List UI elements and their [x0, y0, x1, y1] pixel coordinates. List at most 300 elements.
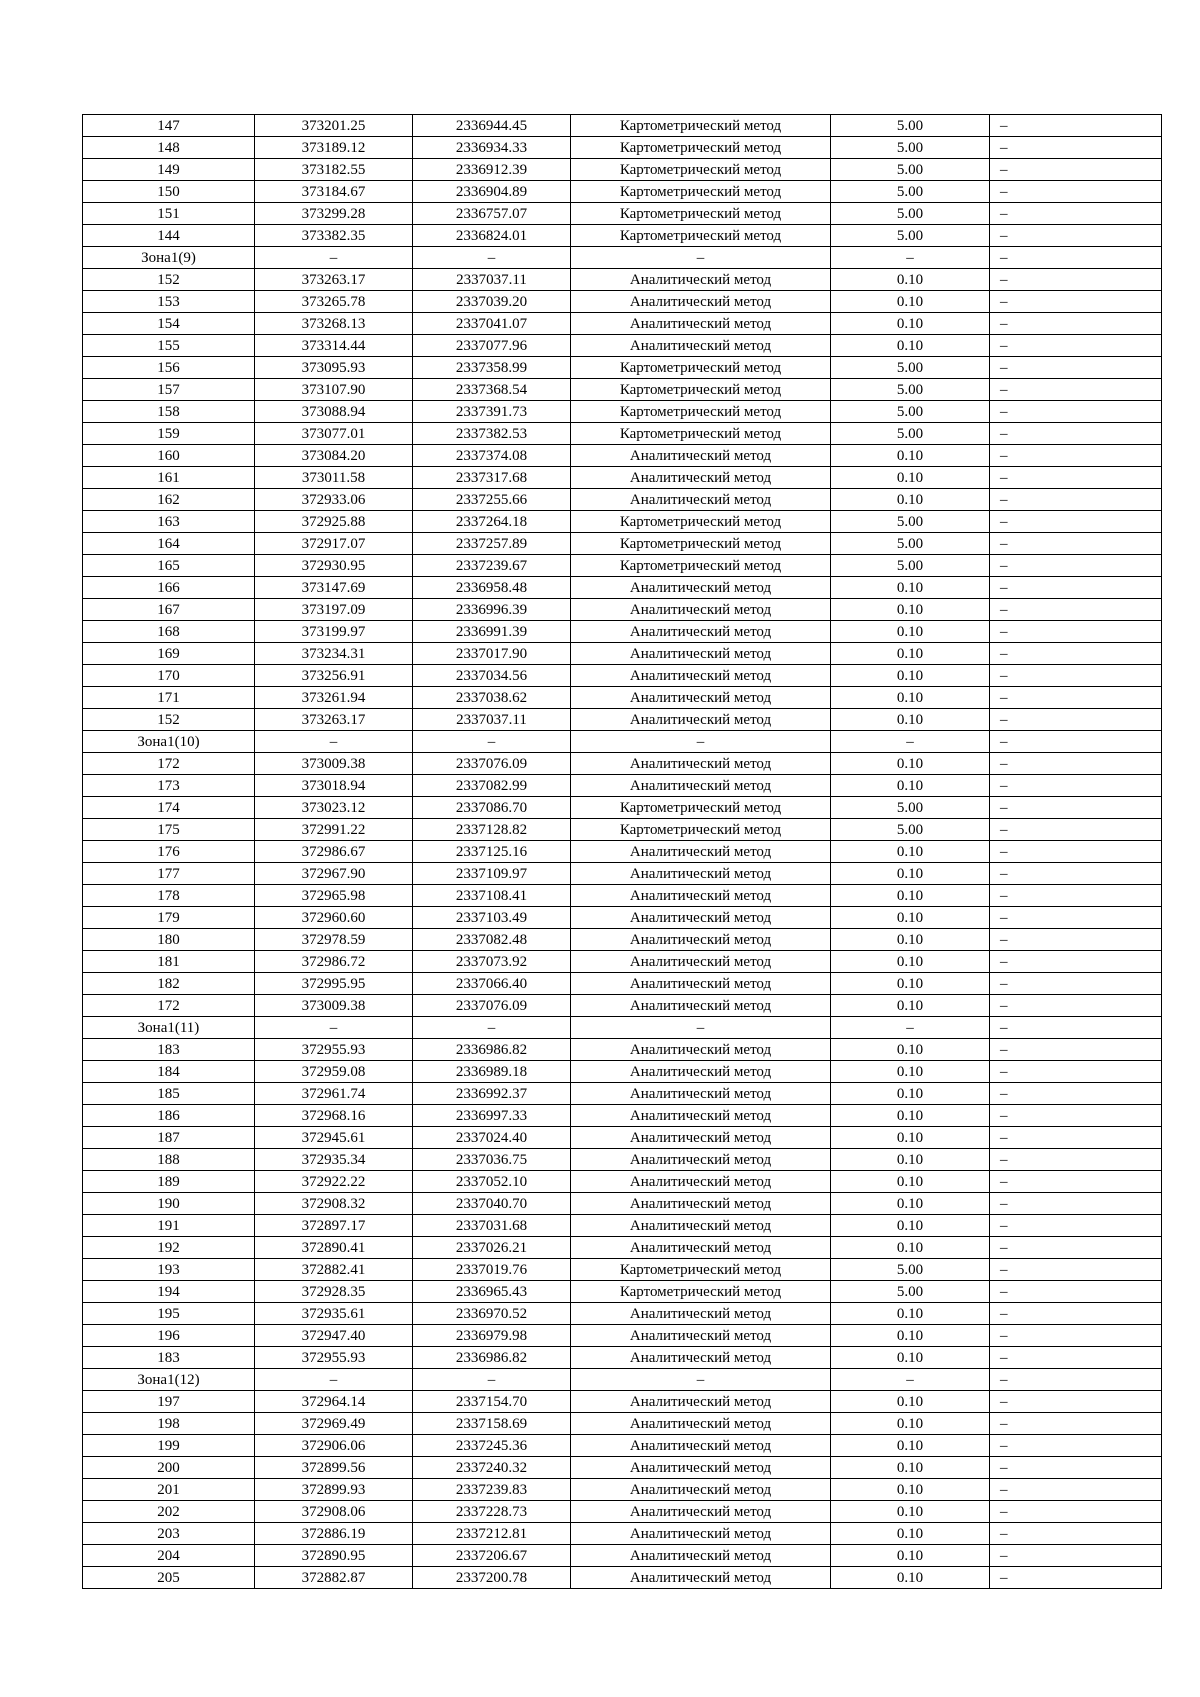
accuracy-cell: 0.10: [831, 1501, 990, 1523]
accuracy-cell: 5.00: [831, 159, 990, 181]
description-cell: –: [990, 203, 1162, 225]
table-row: [83, 951, 1162, 973]
accuracy-cell: 0.10: [831, 445, 990, 467]
point-number-cell: 189: [83, 1171, 255, 1193]
description-cell: –: [990, 335, 1162, 357]
description-cell: –: [990, 863, 1162, 885]
x-coordinate-cell: 372897.17: [255, 1215, 413, 1237]
method-cell: Картометрический метод: [571, 819, 831, 841]
y-coordinate-cell: 2337245.36: [413, 1435, 571, 1457]
description-cell: –: [990, 1567, 1162, 1589]
point-number-cell: 162: [83, 489, 255, 511]
zone-header-row: [83, 1017, 1162, 1039]
y-coordinate-cell: 2337264.18: [413, 511, 571, 533]
accuracy-cell: 0.10: [831, 577, 990, 599]
point-number-cell: 185: [83, 1083, 255, 1105]
point-number-cell: 160: [83, 445, 255, 467]
point-number-cell: 184: [83, 1061, 255, 1083]
y-coordinate-cell: 2337382.53: [413, 423, 571, 445]
x-coordinate-cell: 373197.09: [255, 599, 413, 621]
method-cell: Аналитический метод: [571, 1457, 831, 1479]
table-row: [83, 533, 1162, 555]
description-cell: –: [990, 1479, 1162, 1501]
description-cell: –: [990, 1237, 1162, 1259]
table-row: [83, 159, 1162, 181]
accuracy-cell: 5.00: [831, 819, 990, 841]
table-row: [83, 973, 1162, 995]
x-coordinate-cell: 373023.12: [255, 797, 413, 819]
y-coordinate-cell: 2336986.82: [413, 1039, 571, 1061]
point-number-cell: 205: [83, 1567, 255, 1589]
point-number-cell: Зона1(10): [83, 731, 255, 753]
description-cell: –: [990, 423, 1162, 445]
x-coordinate-cell: –: [255, 247, 413, 269]
method-cell: Аналитический метод: [571, 291, 831, 313]
x-coordinate-cell: 372882.87: [255, 1567, 413, 1589]
table-row: [83, 1281, 1162, 1303]
x-coordinate-cell: 373009.38: [255, 995, 413, 1017]
table-row: [83, 1237, 1162, 1259]
description-cell: –: [990, 973, 1162, 995]
point-number-cell: 174: [83, 797, 255, 819]
description-cell: –: [990, 1017, 1162, 1039]
method-cell: Аналитический метод: [571, 885, 831, 907]
description-cell: –: [990, 1083, 1162, 1105]
accuracy-cell: 0.10: [831, 1545, 990, 1567]
table-row: [83, 1149, 1162, 1171]
description-cell: –: [990, 907, 1162, 929]
table-row: [83, 379, 1162, 401]
method-cell: –: [571, 1017, 831, 1039]
table-row: [83, 1457, 1162, 1479]
y-coordinate-cell: 2337128.82: [413, 819, 571, 841]
y-coordinate-cell: 2337024.40: [413, 1127, 571, 1149]
accuracy-cell: 5.00: [831, 115, 990, 137]
method-cell: Картометрический метод: [571, 533, 831, 555]
point-number-cell: 148: [83, 137, 255, 159]
y-coordinate-cell: 2337040.70: [413, 1193, 571, 1215]
method-cell: Аналитический метод: [571, 1391, 831, 1413]
table-row: [83, 1171, 1162, 1193]
description-cell: –: [990, 687, 1162, 709]
accuracy-cell: 0.10: [831, 1215, 990, 1237]
point-number-cell: 170: [83, 665, 255, 687]
description-cell: –: [990, 137, 1162, 159]
accuracy-cell: 0.10: [831, 1567, 990, 1589]
x-coordinate-cell: 372991.22: [255, 819, 413, 841]
point-number-cell: 181: [83, 951, 255, 973]
table-row: [83, 181, 1162, 203]
y-coordinate-cell: 2337082.48: [413, 929, 571, 951]
y-coordinate-cell: 2336986.82: [413, 1347, 571, 1369]
accuracy-cell: 0.10: [831, 643, 990, 665]
table-row: [83, 1083, 1162, 1105]
x-coordinate-cell: 373265.78: [255, 291, 413, 313]
point-number-cell: 180: [83, 929, 255, 951]
method-cell: Аналитический метод: [571, 775, 831, 797]
accuracy-cell: 5.00: [831, 511, 990, 533]
accuracy-cell: 5.00: [831, 533, 990, 555]
description-cell: –: [990, 1391, 1162, 1413]
table-row: [83, 115, 1162, 137]
point-number-cell: Зона1(12): [83, 1369, 255, 1391]
description-cell: –: [990, 753, 1162, 775]
point-number-cell: 199: [83, 1435, 255, 1457]
point-number-cell: 204: [83, 1545, 255, 1567]
accuracy-cell: 5.00: [831, 1281, 990, 1303]
y-coordinate-cell: 2336996.39: [413, 599, 571, 621]
method-cell: Аналитический метод: [571, 687, 831, 709]
table-row: [83, 269, 1162, 291]
y-coordinate-cell: 2337073.92: [413, 951, 571, 973]
method-cell: Аналитический метод: [571, 973, 831, 995]
method-cell: Картометрический метод: [571, 423, 831, 445]
y-coordinate-cell: 2337052.10: [413, 1171, 571, 1193]
method-cell: Аналитический метод: [571, 995, 831, 1017]
accuracy-cell: 0.10: [831, 863, 990, 885]
point-number-cell: 159: [83, 423, 255, 445]
point-number-cell: 175: [83, 819, 255, 841]
table-row: [83, 665, 1162, 687]
table-row: [83, 577, 1162, 599]
method-cell: –: [571, 731, 831, 753]
method-cell: Аналитический метод: [571, 1325, 831, 1347]
x-coordinate-cell: 372955.93: [255, 1039, 413, 1061]
table-row: [83, 313, 1162, 335]
table-row: [83, 1523, 1162, 1545]
description-cell: –: [990, 225, 1162, 247]
description-cell: –: [990, 599, 1162, 621]
x-coordinate-cell: 372955.93: [255, 1347, 413, 1369]
method-cell: –: [571, 247, 831, 269]
x-coordinate-cell: 373201.25: [255, 115, 413, 137]
y-coordinate-cell: 2336912.39: [413, 159, 571, 181]
x-coordinate-cell: 372965.98: [255, 885, 413, 907]
x-coordinate-cell: 372961.74: [255, 1083, 413, 1105]
y-coordinate-cell: 2336824.01: [413, 225, 571, 247]
method-cell: Аналитический метод: [571, 467, 831, 489]
table-row: [83, 929, 1162, 951]
y-coordinate-cell: 2337391.73: [413, 401, 571, 423]
accuracy-cell: 0.10: [831, 951, 990, 973]
y-coordinate-cell: 2337017.90: [413, 643, 571, 665]
accuracy-cell: 0.10: [831, 687, 990, 709]
description-cell: –: [990, 1369, 1162, 1391]
x-coordinate-cell: –: [255, 731, 413, 753]
method-cell: Аналитический метод: [571, 1171, 831, 1193]
point-number-cell: 166: [83, 577, 255, 599]
accuracy-cell: 0.10: [831, 1347, 990, 1369]
description-cell: –: [990, 159, 1162, 181]
x-coordinate-cell: 373009.38: [255, 753, 413, 775]
y-coordinate-cell: 2337368.54: [413, 379, 571, 401]
point-number-cell: 177: [83, 863, 255, 885]
accuracy-cell: 0.10: [831, 621, 990, 643]
point-number-cell: 158: [83, 401, 255, 423]
point-number-cell: 183: [83, 1347, 255, 1369]
x-coordinate-cell: 372968.16: [255, 1105, 413, 1127]
point-number-cell: 186: [83, 1105, 255, 1127]
accuracy-cell: 0.10: [831, 885, 990, 907]
table-row: [83, 511, 1162, 533]
method-cell: Картометрический метод: [571, 159, 831, 181]
description-cell: –: [990, 1105, 1162, 1127]
table-row: [83, 225, 1162, 247]
accuracy-cell: 0.10: [831, 467, 990, 489]
accuracy-cell: 0.10: [831, 335, 990, 357]
accuracy-cell: 0.10: [831, 907, 990, 929]
table-row: [83, 841, 1162, 863]
accuracy-cell: 5.00: [831, 423, 990, 445]
table-row: [83, 203, 1162, 225]
method-cell: Аналитический метод: [571, 1303, 831, 1325]
method-cell: Картометрический метод: [571, 115, 831, 137]
table-row: [83, 907, 1162, 929]
accuracy-cell: 0.10: [831, 313, 990, 335]
point-number-cell: 165: [83, 555, 255, 577]
accuracy-cell: 0.10: [831, 599, 990, 621]
y-coordinate-cell: 2337034.56: [413, 665, 571, 687]
table-row: [83, 357, 1162, 379]
method-cell: Картометрический метод: [571, 555, 831, 577]
method-cell: Аналитический метод: [571, 1501, 831, 1523]
x-coordinate-cell: 373184.67: [255, 181, 413, 203]
accuracy-cell: 0.10: [831, 1413, 990, 1435]
point-number-cell: 202: [83, 1501, 255, 1523]
accuracy-cell: 0.10: [831, 1479, 990, 1501]
method-cell: Аналитический метод: [571, 1215, 831, 1237]
point-number-cell: 193: [83, 1259, 255, 1281]
method-cell: Картометрический метод: [571, 357, 831, 379]
x-coordinate-cell: 372967.90: [255, 863, 413, 885]
accuracy-cell: 5.00: [831, 225, 990, 247]
method-cell: Аналитический метод: [571, 1149, 831, 1171]
table-row: [83, 775, 1162, 797]
y-coordinate-cell: 2336934.33: [413, 137, 571, 159]
description-cell: –: [990, 885, 1162, 907]
description-cell: –: [990, 709, 1162, 731]
method-cell: Аналитический метод: [571, 577, 831, 599]
y-coordinate-cell: –: [413, 731, 571, 753]
y-coordinate-cell: 2337031.68: [413, 1215, 571, 1237]
method-cell: Картометрический метод: [571, 379, 831, 401]
description-cell: –: [990, 621, 1162, 643]
method-cell: Аналитический метод: [571, 1193, 831, 1215]
y-coordinate-cell: 2337076.09: [413, 753, 571, 775]
method-cell: Аналитический метод: [571, 1523, 831, 1545]
point-number-cell: 151: [83, 203, 255, 225]
table-row: [83, 291, 1162, 313]
table-row: [83, 137, 1162, 159]
x-coordinate-cell: 372959.08: [255, 1061, 413, 1083]
x-coordinate-cell: 372908.06: [255, 1501, 413, 1523]
table-row: [83, 1479, 1162, 1501]
y-coordinate-cell: 2336989.18: [413, 1061, 571, 1083]
point-number-cell: 197: [83, 1391, 255, 1413]
x-coordinate-cell: 373011.58: [255, 467, 413, 489]
x-coordinate-cell: 373382.35: [255, 225, 413, 247]
y-coordinate-cell: 2337109.97: [413, 863, 571, 885]
point-number-cell: Зона1(9): [83, 247, 255, 269]
point-number-cell: 150: [83, 181, 255, 203]
zone-header-row: [83, 731, 1162, 753]
description-cell: –: [990, 841, 1162, 863]
x-coordinate-cell: 372922.22: [255, 1171, 413, 1193]
accuracy-cell: 0.10: [831, 1435, 990, 1457]
point-number-cell: 149: [83, 159, 255, 181]
x-coordinate-cell: 373314.44: [255, 335, 413, 357]
description-cell: –: [990, 1435, 1162, 1457]
y-coordinate-cell: 2337039.20: [413, 291, 571, 313]
point-number-cell: 163: [83, 511, 255, 533]
y-coordinate-cell: 2337038.62: [413, 687, 571, 709]
point-number-cell: 172: [83, 753, 255, 775]
table-row: [83, 467, 1162, 489]
point-number-cell: 173: [83, 775, 255, 797]
y-coordinate-cell: 2337077.96: [413, 335, 571, 357]
description-cell: –: [990, 313, 1162, 335]
description-cell: –: [990, 775, 1162, 797]
method-cell: –: [571, 1369, 831, 1391]
table-row: [83, 1039, 1162, 1061]
accuracy-cell: 0.10: [831, 1061, 990, 1083]
x-coordinate-cell: 373095.93: [255, 357, 413, 379]
table-row: [83, 885, 1162, 907]
accuracy-cell: 0.10: [831, 1325, 990, 1347]
description-cell: –: [990, 1127, 1162, 1149]
method-cell: Картометрический метод: [571, 797, 831, 819]
point-number-cell: 155: [83, 335, 255, 357]
x-coordinate-cell: 372908.32: [255, 1193, 413, 1215]
table-row: [83, 643, 1162, 665]
y-coordinate-cell: 2337200.78: [413, 1567, 571, 1589]
x-coordinate-cell: 372995.95: [255, 973, 413, 995]
point-number-cell: 200: [83, 1457, 255, 1479]
x-coordinate-cell: 373107.90: [255, 379, 413, 401]
y-coordinate-cell: 2337019.76: [413, 1259, 571, 1281]
description-cell: –: [990, 1347, 1162, 1369]
x-coordinate-cell: 373018.94: [255, 775, 413, 797]
table-row: [83, 709, 1162, 731]
accuracy-cell: 0.10: [831, 1149, 990, 1171]
method-cell: Картометрический метод: [571, 203, 831, 225]
table-row: [83, 1303, 1162, 1325]
description-cell: –: [990, 1061, 1162, 1083]
x-coordinate-cell: 372933.06: [255, 489, 413, 511]
y-coordinate-cell: 2337158.69: [413, 1413, 571, 1435]
point-number-cell: 182: [83, 973, 255, 995]
x-coordinate-cell: 372906.06: [255, 1435, 413, 1457]
description-cell: –: [990, 1171, 1162, 1193]
accuracy-cell: 0.10: [831, 1523, 990, 1545]
y-coordinate-cell: 2337154.70: [413, 1391, 571, 1413]
accuracy-cell: 0.10: [831, 1171, 990, 1193]
x-coordinate-cell: 373088.94: [255, 401, 413, 423]
x-coordinate-cell: 373077.01: [255, 423, 413, 445]
point-number-cell: 147: [83, 115, 255, 137]
method-cell: Картометрический метод: [571, 225, 831, 247]
description-cell: –: [990, 665, 1162, 687]
y-coordinate-cell: –: [413, 1369, 571, 1391]
method-cell: Аналитический метод: [571, 753, 831, 775]
method-cell: Аналитический метод: [571, 1083, 831, 1105]
description-cell: –: [990, 1523, 1162, 1545]
accuracy-cell: –: [831, 731, 990, 753]
x-coordinate-cell: 372928.35: [255, 1281, 413, 1303]
x-coordinate-cell: 372986.72: [255, 951, 413, 973]
accuracy-cell: 0.10: [831, 665, 990, 687]
description-cell: –: [990, 1303, 1162, 1325]
x-coordinate-cell: 373084.20: [255, 445, 413, 467]
table-row: [83, 423, 1162, 445]
method-cell: Картометрический метод: [571, 511, 831, 533]
accuracy-cell: 0.10: [831, 1193, 990, 1215]
x-coordinate-cell: 373189.12: [255, 137, 413, 159]
method-cell: Аналитический метод: [571, 863, 831, 885]
point-number-cell: 178: [83, 885, 255, 907]
x-coordinate-cell: 372960.60: [255, 907, 413, 929]
description-cell: –: [990, 643, 1162, 665]
y-coordinate-cell: 2337041.07: [413, 313, 571, 335]
y-coordinate-cell: 2336757.07: [413, 203, 571, 225]
point-number-cell: 188: [83, 1149, 255, 1171]
description-cell: –: [990, 291, 1162, 313]
x-coordinate-cell: 372882.41: [255, 1259, 413, 1281]
method-cell: Аналитический метод: [571, 1105, 831, 1127]
description-cell: –: [990, 357, 1162, 379]
accuracy-cell: 5.00: [831, 555, 990, 577]
method-cell: Аналитический метод: [571, 841, 831, 863]
y-coordinate-cell: 2337103.49: [413, 907, 571, 929]
table-row: [83, 599, 1162, 621]
y-coordinate-cell: –: [413, 1017, 571, 1039]
description-cell: –: [990, 951, 1162, 973]
point-number-cell: 195: [83, 1303, 255, 1325]
point-number-cell: 156: [83, 357, 255, 379]
description-cell: –: [990, 819, 1162, 841]
description-cell: –: [990, 1545, 1162, 1567]
accuracy-cell: 0.10: [831, 1391, 990, 1413]
table-row: [83, 1545, 1162, 1567]
accuracy-cell: 5.00: [831, 379, 990, 401]
point-number-cell: 201: [83, 1479, 255, 1501]
description-cell: –: [990, 379, 1162, 401]
description-cell: –: [990, 181, 1162, 203]
point-number-cell: 168: [83, 621, 255, 643]
point-number-cell: 171: [83, 687, 255, 709]
table-row: [83, 1501, 1162, 1523]
description-cell: –: [990, 995, 1162, 1017]
x-coordinate-cell: 372935.61: [255, 1303, 413, 1325]
x-coordinate-cell: 373199.97: [255, 621, 413, 643]
x-coordinate-cell: 373234.31: [255, 643, 413, 665]
method-cell: Аналитический метод: [571, 335, 831, 357]
x-coordinate-cell: 373263.17: [255, 709, 413, 731]
accuracy-cell: 5.00: [831, 181, 990, 203]
accuracy-cell: 0.10: [831, 1457, 990, 1479]
method-cell: Аналитический метод: [571, 313, 831, 335]
table-row: [83, 445, 1162, 467]
point-number-cell: 154: [83, 313, 255, 335]
point-number-cell: 161: [83, 467, 255, 489]
accuracy-cell: 5.00: [831, 1259, 990, 1281]
point-number-cell: 172: [83, 995, 255, 1017]
method-cell: Аналитический метод: [571, 1567, 831, 1589]
x-coordinate-cell: 373182.55: [255, 159, 413, 181]
table-body: [83, 115, 1162, 1589]
accuracy-cell: 5.00: [831, 137, 990, 159]
description-cell: –: [990, 1457, 1162, 1479]
